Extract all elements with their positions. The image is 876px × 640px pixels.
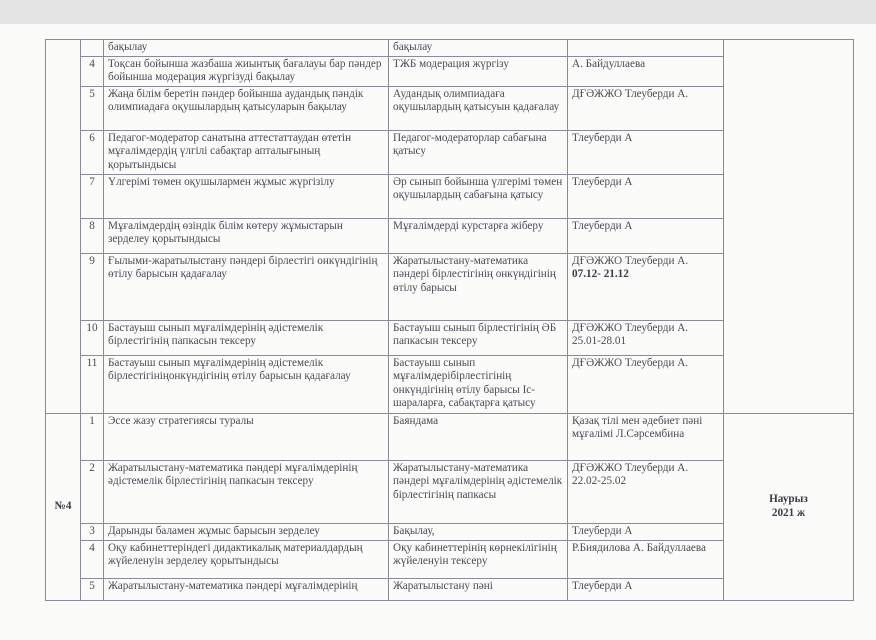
responsible-cell — [568, 355, 724, 413]
responsible-cell — [568, 40, 724, 57]
task-cell: бақылау — [104, 40, 389, 57]
task-cell: Жаңа білім беретін пәндер бойынша аудандық пәндік олимпиадаға оқушылардың қатысуларын бақылау — [104, 86, 389, 130]
task-cell: Эссе жазу стратегиясы туралы — [104, 413, 389, 460]
period-month: Наурыз — [769, 493, 808, 505]
date-range: 07.12- 21.12 — [572, 268, 629, 280]
row-number: 8 — [81, 218, 104, 253]
row-number: 5 — [81, 86, 104, 130]
period-year: 2021 ж — [771, 506, 806, 519]
row-number: 5 — [81, 578, 104, 600]
task-cell: Мұғалімдердің өзіндік білім көтеру жұмыстарын зерделеу қорытындысы — [104, 218, 389, 253]
row-number: 7 — [81, 174, 104, 218]
responsible-text: ДҒӘЖЖО Тлеуберди А. — [572, 87, 689, 100]
row-number — [81, 40, 104, 57]
row-number: 9 — [81, 253, 104, 320]
section-3-label — [46, 40, 81, 414]
row-number: 3 — [81, 523, 104, 540]
section-3-period — [724, 40, 854, 414]
responsible-cell — [568, 130, 724, 174]
row-number: 6 — [81, 130, 104, 174]
form-cell: Педагог-модераторлар сабағына қатысу — [389, 130, 568, 174]
task-cell: Ғылыми-жаратылыстану пәндері бірлестігі онкүндігінің өтілу барысын қадағалау — [104, 253, 389, 320]
task-cell: Бастауыш сынып мұғалімдерінің әдістемелік бірлестігінің папкасын тексеру — [104, 320, 389, 355]
responsible-text: А. Байдуллаева — [572, 57, 646, 70]
row-number: 4 — [81, 56, 104, 86]
form-cell: бақылау — [389, 40, 568, 57]
scan-top-band — [0, 0, 876, 24]
row-number: 11 — [81, 355, 104, 413]
responsible-text: ДҒӘЖЖО Тлеуберди А. 25.01-28.01 — [572, 321, 689, 347]
responsible-cell — [568, 320, 724, 355]
responsible-cell: Тлеуберди А — [568, 578, 724, 600]
responsible-cell: Р.Биядилова А. Байдуллаева — [568, 540, 724, 578]
form-cell: Бастауыш сынып мұғалімдерібірлестігінің онкүндігінің өтілу барысы Іс-шараларға, сабақтарға қатысу — [389, 355, 568, 413]
form-cell: Оқу кабинеттерінің көрнекілігінің жүйеленуін тексеру — [389, 540, 568, 578]
form-cell: ТЖБ модерация жүргізу — [389, 56, 568, 86]
responsible-cell: Тлеуберди А — [568, 523, 724, 540]
form-cell: Баяндама — [389, 413, 568, 460]
form-cell: Жаратылыстану пәні — [389, 578, 568, 600]
task-cell: Оқу кабинеттеріндегі дидактикалық материалдардың жүйеленуін зерделеу қорытындысы — [104, 540, 389, 578]
task-cell: Тоқсан бойынша жазбаша жиынтық бағалауы бар пәндер бойынша модерация жүргізуді бақылау — [104, 56, 389, 86]
responsible-cell — [568, 218, 724, 253]
task-cell: Бастауыш сынып мұғалімдерінің әдістемелік бірлестігініңонкүндігінің өтілу барысын қадағалау — [104, 355, 389, 413]
responsible-text: ДҒӘЖЖО Тлеуберди А. — [572, 356, 689, 369]
responsible-cell — [568, 174, 724, 218]
responsible-text: Тлеуберди А — [572, 131, 633, 144]
period-cell — [724, 413, 854, 600]
responsible-text: ДҒӘЖЖО Тлеуберди А. — [572, 254, 689, 267]
row-number: 4 — [81, 540, 104, 578]
form-cell: Мұғалімдерді курстарға жіберу — [389, 218, 568, 253]
row-number: 10 — [81, 320, 104, 355]
row-number: 1 — [81, 413, 104, 460]
task-cell: Дарынды баламен жұмыс барысын зерделеу — [104, 523, 389, 540]
responsible-cell: Қазақ тілі мен әдебиет пәні мұғалімі Л.Сәрсембина — [568, 413, 724, 460]
responsible-cell — [568, 56, 724, 86]
form-cell: Жаратылыстану-математика пәндері мұғалімдерінің әдістемелік бірлестігінің папкасы — [389, 460, 568, 523]
row-number: 2 — [81, 460, 104, 523]
form-cell: Аудандық олимпиадаға оқушылардың қатысуын қадағалау — [389, 86, 568, 130]
form-cell: Бастауыш сынып бірлестігінің ӘБ папкасын тексеру — [389, 320, 568, 355]
responsible-text: Тлеуберди А — [572, 219, 633, 232]
table-row — [46, 40, 854, 57]
form-cell: Әр сынып бойынша үлгерімі төмен оқушылардың сабағына қатысу — [389, 174, 568, 218]
task-cell: Педагог-модератор санатына аттестаттаудан өтетін мұғалімдердің үлгілі сабақтар апталығының қорытындысы — [104, 130, 389, 174]
table-row — [46, 413, 854, 460]
responsible-cell: ДҒӘЖЖО Тлеуберди А. 22.02-25.02 — [568, 460, 724, 523]
section-label: №4 — [46, 413, 81, 600]
plan-table — [45, 39, 854, 601]
responsible-text: Тлеуберди А — [572, 175, 633, 188]
form-cell: Бақылау, — [389, 523, 568, 540]
responsible-cell — [568, 253, 724, 320]
task-cell: Үлгерімі төмен оқушылармен жұмыс жүргізілу — [104, 174, 389, 218]
responsible-cell — [568, 86, 724, 130]
task-cell: Жаратылыстану-математика пәндері мұғалімдерінің — [104, 578, 389, 600]
form-cell: Жаратылыстану-математика пәндері бірлестігінің онкүндігінің өтілу барысы — [389, 253, 568, 320]
task-cell: Жаратылыстану-математика пәндері мұғалімдерінің әдістемелік бірлестігінің папкасын тексеру — [104, 460, 389, 523]
